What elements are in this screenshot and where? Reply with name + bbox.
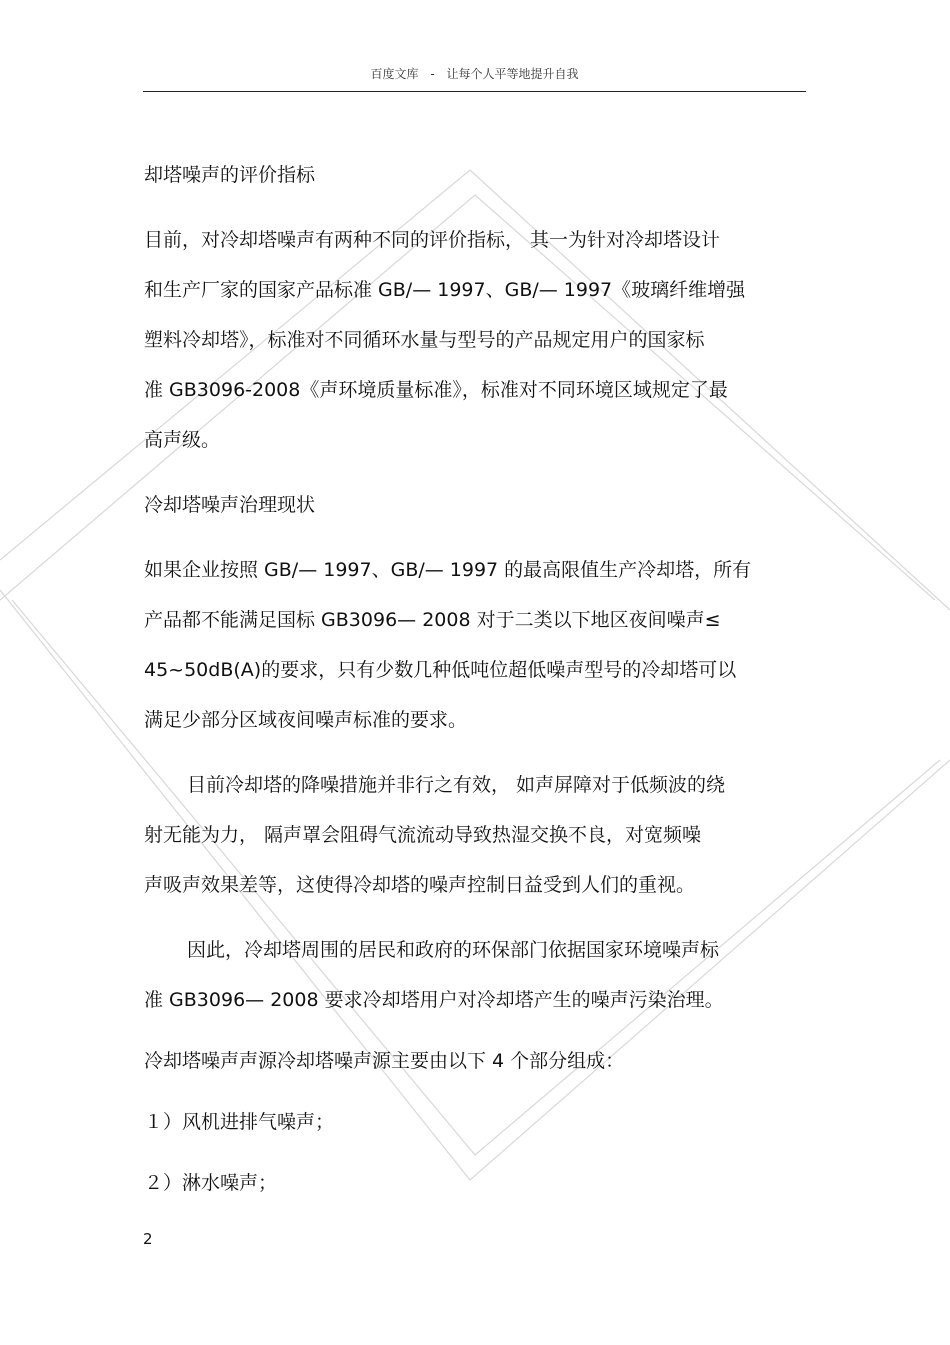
header-separator: - [430, 67, 435, 81]
list-item-water-noise: ２）淋水噪声； [144, 1172, 278, 1194]
paragraph-line: 45~50dB(A)的要求，只有少数几种低吨位超低噪声型号的冷却塔可以 [144, 659, 737, 681]
paragraph-line: 声吸声效果差等，这使得冷却塔的噪声控制日益受到人们的重视。 [144, 874, 696, 896]
heading-treatment-status: 冷却塔噪声治理现状 [144, 494, 316, 516]
paragraph-line: 准 GB3096— 2008 要求冷却塔用户对冷却塔产生的噪声污染治理。 [144, 989, 724, 1011]
page-number: 2 [143, 1230, 153, 1248]
list-item-fan-noise: １）风机进排气噪声； [144, 1111, 335, 1133]
paragraph-line: 因此，冷却塔周围的居民和政府的环保部门依据国家环境噪声标 [187, 939, 720, 961]
paragraph-line: 满足少部分区域夜间噪声标准的要求。 [144, 709, 468, 731]
paragraph-noise-sources: 冷却塔噪声声源冷却塔噪声源主要由以下 4 个部分组成： [144, 1050, 625, 1072]
paragraph-line: 准 GB3096-2008《声环境质量标准》，标准对不同环境区域规定了最 [144, 379, 728, 401]
header-slogan: 让每个人平等地提升自我 [446, 67, 579, 81]
paragraph-line: 如果企业按照 GB/— 1997、GB/— 1997 的最高限值生产冷却塔，所有 [144, 559, 752, 581]
paragraph-line: 目前，对冷却塔噪声有两种不同的评价指标， 其一为针对冷却塔设计 [144, 229, 721, 251]
paragraph-line: 塑料冷却塔》，标准对不同循环水量与型号的产品规定用户的国家标 [144, 329, 705, 351]
page-header [143, 62, 806, 92]
paragraph-line: 射无能为力， 隔声罩会阻碍气流流动导致热湿交换不良，对宽频噪 [144, 824, 702, 846]
document-body [144, 150, 809, 1208]
paragraph-line: 高声级。 [144, 429, 221, 451]
heading-evaluation-index: 却塔噪声的评价指标 [144, 164, 316, 186]
paragraph-line: 目前冷却塔的降噪措施并非行之有效， 如声屏障对于低频波的绕 [187, 774, 726, 796]
paragraph-line: 和生产厂家的国家产品标准 GB/— 1997、GB/— 1997《玻璃纤维增强 [144, 279, 746, 301]
paragraph-line: 产品都不能满足国标 GB3096— 2008 对于二类以下地区夜间噪声≤ [144, 609, 721, 631]
header-site-name: 百度文库 [370, 67, 419, 81]
